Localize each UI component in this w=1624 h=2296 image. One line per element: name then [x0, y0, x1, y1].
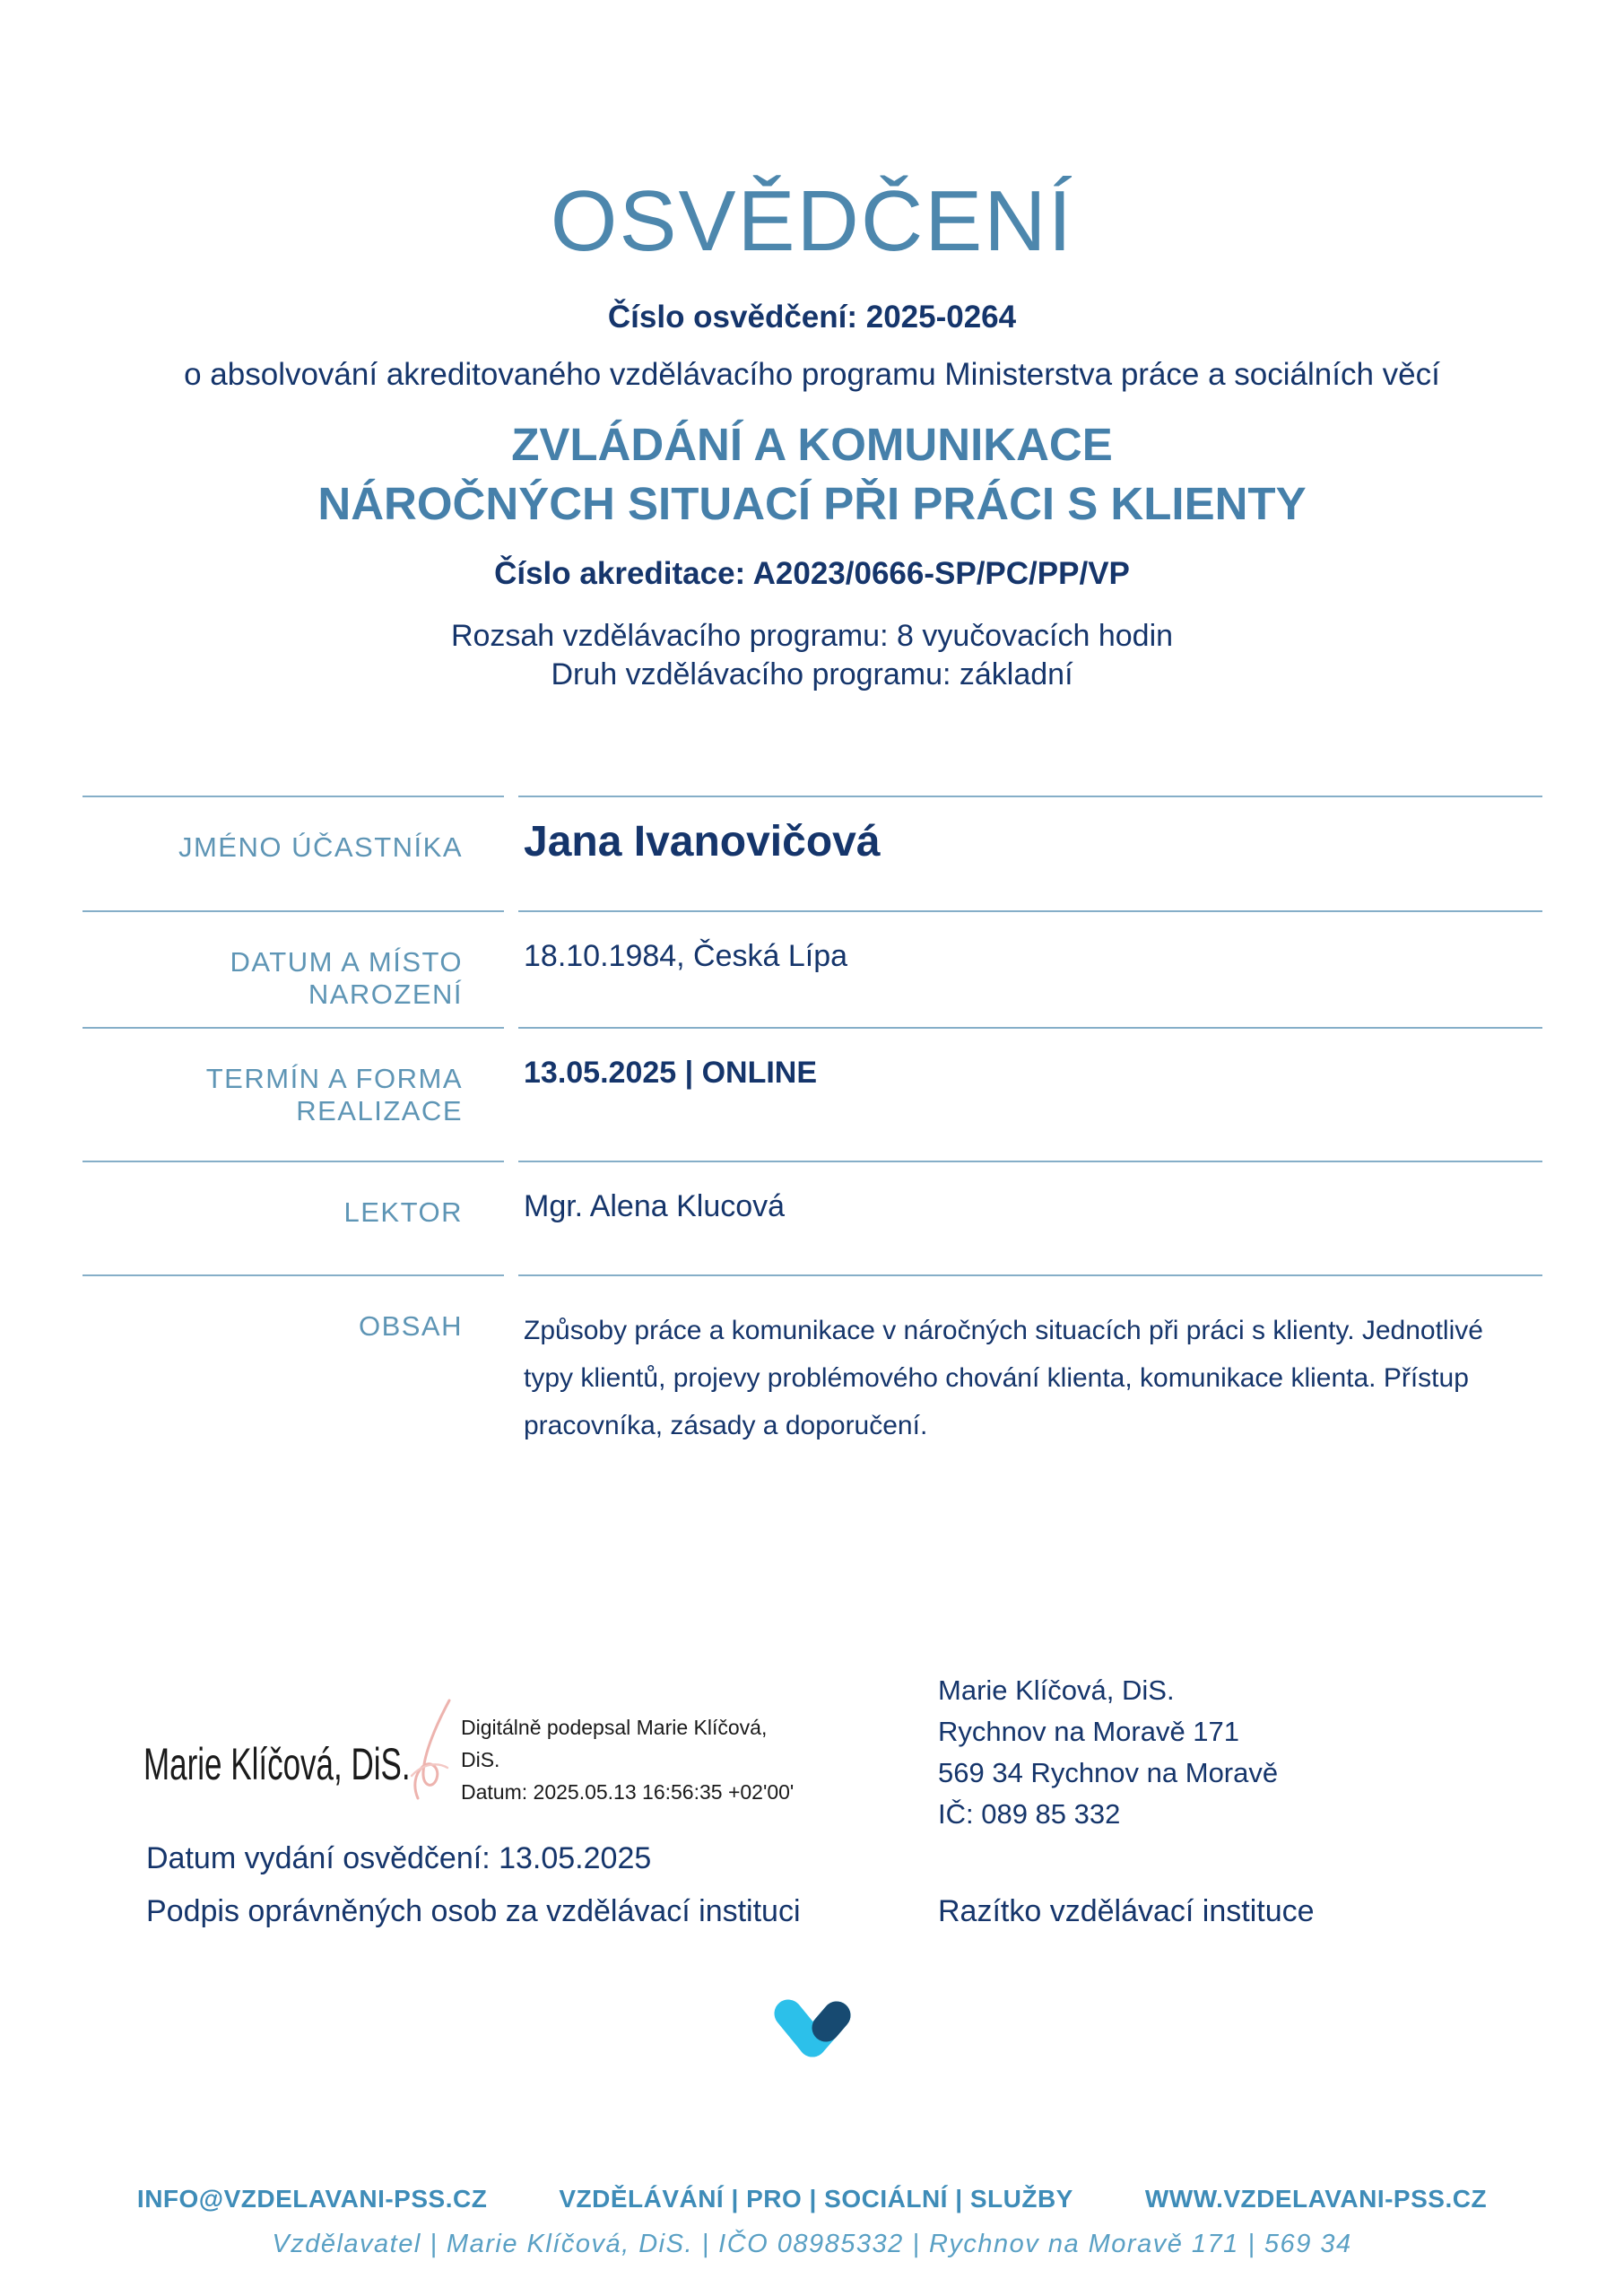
table-row-lecturer — [83, 1161, 1542, 1274]
table-row-participant-name — [83, 796, 1542, 910]
digital-signature-name: Marie Klíčová, DiS. — [143, 1739, 411, 1789]
signature-flourish-icon — [401, 1697, 462, 1809]
column-gap — [504, 910, 518, 1027]
footer-contact-row — [0, 2185, 1624, 2213]
intro-text: o absolvování akreditovaného vzdělávacího programu Ministerstva práce a sociálních věcí — [184, 357, 1440, 392]
content-value — [518, 1274, 1542, 1481]
issuer-name: Marie Klíčová, DiS. — [938, 1674, 1175, 1706]
program-title-line1: ZVLÁDÁNÍ A KOMUNIKACE — [511, 419, 1113, 470]
program-scope: Rozsah vzdělávacího programu: 8 vyučovacích hodin — [450, 619, 1174, 653]
issuer-ico: IČ: 089 85 332 — [938, 1798, 1121, 1830]
table-row-birth — [83, 910, 1542, 1027]
digital-signature-details — [461, 1711, 794, 1808]
lecturer-value: Mgr. Alena Klucová — [518, 1161, 1542, 1274]
birth-label: DATUM A MÍSTO NAROZENÍ — [83, 910, 504, 1027]
participant-name-value: Jana Ivanovičová — [518, 796, 1542, 910]
page-title: OSVĚDČENÍ — [550, 173, 1074, 269]
footer-provider-line: Vzdělavatel | Marie Klíčová, DiS. | IČO 08985332 | Rychnov na Moravě 171 | 569 34 — [272, 2230, 1352, 2258]
footer-slogan: VZDĚLÁVÁNÍ | PRO | SOCIÁLNÍ | SLUŽBY — [559, 2185, 1073, 2213]
certificate-number: Číslo osvědčení: 2025-0264 — [607, 300, 1017, 335]
program-title-line2: NÁROČNÝCH SITUACÍ PŘI PRÁCI S KLIENTY — [317, 478, 1307, 529]
column-gap — [504, 1161, 518, 1274]
footer-email: INFO@VZDELAVANI-PSS.CZ — [136, 2185, 488, 2213]
signature-caption: Podpis oprávněných osob za vzdělávací instituci — [146, 1894, 801, 1928]
program-type: Druh vzdělávacího programu: základní — [551, 657, 1073, 691]
term-value: 13.05.2025 | ONLINE — [518, 1027, 1542, 1161]
column-gap — [504, 1274, 518, 1481]
content-text: Způsoby práce a komunikace v náročných situacích při práci s klienty. Jednotlivé typy klientů, projevy problémového chování klienta, komunikace klienta. Přístup pracovníka, zásady a doporučení. — [524, 1316, 1483, 1440]
column-gap — [504, 1027, 518, 1161]
content-label: OBSAH — [83, 1274, 504, 1481]
column-gap — [504, 796, 518, 910]
issue-date-line: Datum vydání osvědčení: 13.05.2025 — [146, 1841, 652, 1875]
lecturer-label: LEKTOR — [83, 1161, 504, 1274]
accreditation-number: Číslo akreditace: A2023/0666-SP/PC/PP/VP — [494, 556, 1130, 591]
issuer-address-line2: 569 34 Rychnov na Moravě — [938, 1757, 1279, 1788]
participant-details-table — [83, 796, 1542, 1481]
heart-logo-icon — [769, 1998, 855, 2063]
stamp-caption: Razítko vzdělávací instituce — [938, 1894, 1315, 1928]
signature-detail-line1: Digitálně podepsal Marie Klíčová, — [461, 1716, 768, 1739]
table-row-term — [83, 1027, 1542, 1161]
signature-detail-line2: DiS. — [461, 1748, 500, 1771]
signature-detail-line3: Datum: 2025.05.13 16:56:35 +02'00' — [461, 1780, 795, 1804]
issuer-address-line1: Rychnov na Moravě 171 — [938, 1716, 1240, 1747]
footer-website: WWW.VZDELAVANI-PSS.CZ — [1144, 2185, 1488, 2213]
term-label: TERMÍN A FORMA REALIZACE — [83, 1027, 504, 1161]
participant-name-label: JMÉNO ÚČASTNÍKA — [83, 796, 504, 910]
issuer-address-block — [938, 1670, 1278, 1835]
table-row-content — [83, 1274, 1542, 1481]
birth-value: 18.10.1984, Česká Lípa — [518, 910, 1542, 1027]
